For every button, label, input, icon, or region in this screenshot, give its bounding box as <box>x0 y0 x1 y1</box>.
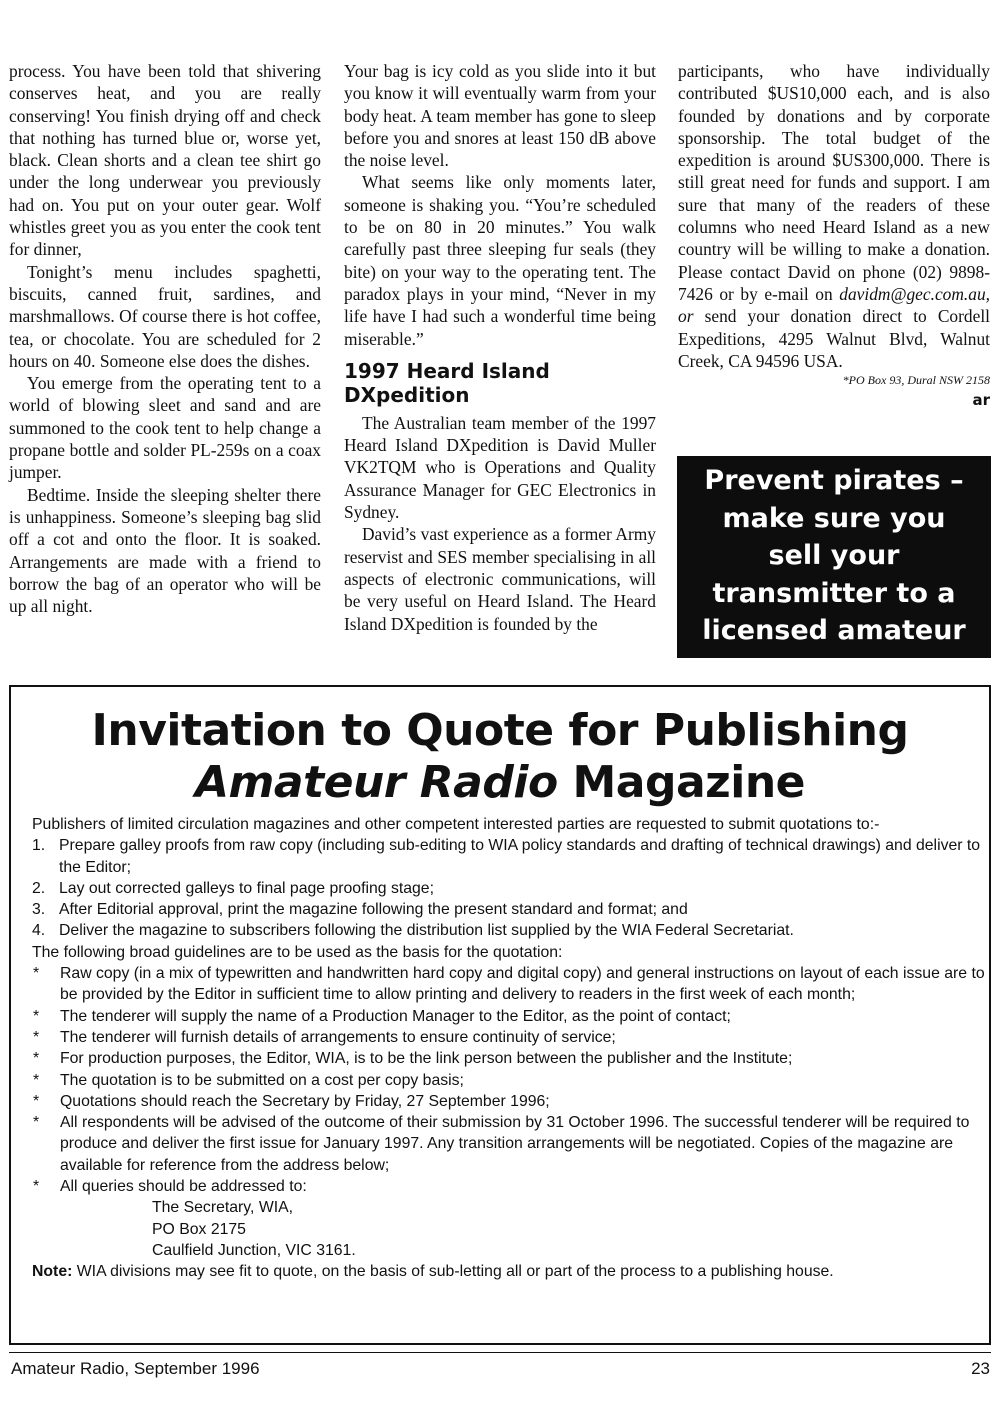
heading-line: 1997 Heard Island <box>344 358 550 383</box>
item-text: Prepare galley proofs from raw copy (including sub-editing to WIA policy standards and drafting of technical drawings) and deliver to the Editor; <box>59 837 981 876</box>
bullet-item <box>32 1048 989 1069</box>
paragraph: Bedtime. Inside the sleeping shelter there is unhappiness. Someone’s sleeping bag slid off a cot and onto the floor. It is soaked. Arrangements are made with a friend to borrow the bag of an operator who will be up all night. <box>9 484 321 617</box>
item-number: 2. <box>32 879 46 897</box>
bullet-text: All queries should be addressed to: <box>60 1178 307 1196</box>
advert-line: licensed amateur <box>702 615 966 646</box>
intro-text: Publishers of limited circulation magazines and other competent interested parties are requested to submit quotations to:- <box>32 816 880 833</box>
numbered-item <box>32 835 989 878</box>
author-address: *PO Box 93, Dural NSW 2158 <box>842 373 990 388</box>
bullet-item <box>32 1176 989 1197</box>
paragraph: process. You have been told that shivering conserves heat, and you are really conserving! You finish drying off and check that nothing has turned blue or, worse yet, black. Clean shorts and a clean tee shirt go under the long underwear you previously had on. You put on your outer gear. Wolf whistles greet you as you enter the cook tent for dinner, <box>9 61 321 260</box>
invitation-box <box>9 685 991 1345</box>
bullet-star: * <box>33 1092 40 1110</box>
invitation-title-line2 <box>11 757 989 809</box>
bullet-text: Raw copy (in a mix of typewritten and handwritten hard copy and digital copy) and general instructions on layout of each issue are to be provided by the Editor in sufficient time to allow printing and delivery to readers in the first week of each month; <box>60 965 985 1004</box>
advert-line: make sure you <box>722 502 946 534</box>
address-line: The Secretary, WIA, <box>152 1199 294 1217</box>
item-text: Lay out corrected galleys to final page proofing stage; <box>59 879 434 897</box>
page-footer <box>11 1358 990 1380</box>
bullet-text: The tenderer will supply the name of a Production Manager to the Editor, as the point of contact; <box>60 1007 731 1025</box>
note-text: WIA divisions may see fit to quote, on the basis of sub-letting all or part of the process to a publishing house. <box>72 1263 834 1281</box>
paragraph <box>678 60 990 372</box>
numbered-item <box>32 878 989 899</box>
end-mark: ar <box>972 391 990 410</box>
bullet-item <box>32 1027 989 1048</box>
address-line: PO Box 2175 <box>152 1220 246 1238</box>
bullet-star: * <box>33 1178 40 1196</box>
bullet-text: For production purposes, the Editor, WIA, is to be the link person between the publisher and the Institute; <box>60 1050 793 1068</box>
invitation-body <box>11 809 989 1283</box>
advert-line: sell your <box>768 540 900 571</box>
bullet-item <box>32 1070 989 1091</box>
email-address: davidm@gec.com.au, or <box>678 283 990 327</box>
paragraph: What seems like only moments later, someone is shaking you. “You’re scheduled to be on 80 in 20 minutes.” You walk carefully past three sleeping fur seals (they bite) on your way to the operating tent. The paradox plays in your mind, “Never in my life have I had such a wonderful time being miserable.” <box>344 172 656 349</box>
magazine-name: Amateur Radio <box>194 757 558 808</box>
heading-line: DXpedition <box>344 382 470 407</box>
footer-rule <box>9 1352 991 1353</box>
paragraph: Tonight’s menu includes spaghetti, biscuits, canned fruit, sardines, and marshmallows. Of course there is hot coffee, tea, or chocolate. You are scheduled for 2 hours on 40. Someone else does the dishes. <box>9 261 321 371</box>
paragraph-text: send your donation direct to Cordell Expeditions, 4295 Walnut Blvd, Walnut Creek, CA 94596 USA. <box>678 306 990 371</box>
bullet-item <box>32 1006 989 1027</box>
note <box>32 1261 989 1282</box>
bullet-item <box>32 1112 989 1176</box>
item-number: 3. <box>32 901 46 919</box>
paragraph: You emerge from the operating tent to a world of blowing sleet and sand and are summoned to the cook tent to help change a propane bottle and solder PL-259s on a coax jumper. <box>9 373 321 483</box>
numbered-item <box>32 899 989 920</box>
invitation-title: Invitation to Quote for Publishing <box>91 705 909 756</box>
address-line: Caulfield Junction, VIC 3161. <box>152 1241 356 1259</box>
bullet-star: * <box>33 1071 40 1089</box>
section-heading <box>344 359 656 407</box>
page-number: 23 <box>971 1359 990 1378</box>
bullet-item <box>32 963 989 1006</box>
paragraph-text: participants, who have individually contributed $US10,000 each, and is also founded by donations and by corporate sponsorship. The total budget of the expedition is around $US300,000. There is still great need for funds and support. I am sure that many of the readers of these columns who need Heard Island as a new country will be willing to make a donation. Please contact David on phone (02) 9898-7426 or by e-mail on <box>678 61 990 304</box>
bullet-star: * <box>33 1050 40 1068</box>
bullet-item <box>32 1091 989 1112</box>
title-suffix: Magazine <box>557 757 806 808</box>
bullet-star: * <box>33 1007 40 1025</box>
article-column-3 <box>678 60 990 409</box>
paragraph: David’s vast experience as a former Army reservist and SES member specialising in all aspects of electronic communications, will be very useful on Heard Island. The Heard Island DXpedition is founded by the <box>344 524 656 634</box>
bullet-star: * <box>33 1028 40 1046</box>
item-number: 4. <box>32 922 46 940</box>
paragraph: The Australian team member of the 1997 Heard Island DXpedition is David Muller VK2TQM who is Operations and Quality Assurance Manager for GEC Electronics in Sydney. <box>344 412 656 523</box>
advert-line: transmitter to a <box>712 577 956 609</box>
numbered-item <box>32 920 989 941</box>
bullet-text: All respondents will be advised of the outcome of their submission by 31 October 1996. The successful tenderer will be required to produce and deliver the first issue for January 1997. Any transition arrangements will be negotiated. Copies of the magazine are available for reference from the address below; <box>60 1114 970 1174</box>
bullet-text: The tenderer will furnish details of arrangements to ensure continuity of service; <box>60 1028 616 1046</box>
bullet-star: * <box>33 1114 40 1132</box>
item-number: 1. <box>32 837 46 855</box>
article-column-2 <box>344 60 656 635</box>
paragraph: Your bag is icy cold as you slide into it but you know it will eventually warm from your body heat. A team member has gone to sleep before you and snores at least 150 dB above the noise level. <box>344 61 656 171</box>
publication-info: Amateur Radio, September 1996 <box>11 1359 260 1378</box>
pirates-advert <box>677 456 991 658</box>
item-text: After Editorial approval, print the magazine following the present standard and format; and <box>59 901 688 919</box>
bullet-text: The quotation is to be submitted on a cost per copy basis; <box>60 1071 464 1089</box>
item-text: Deliver the magazine to subscribers following the distribution list supplied by the WIA Federal Secretariat. <box>59 922 794 940</box>
bullet-text: Quotations should reach the Secretary by Friday, 27 September 1996; <box>60 1092 550 1110</box>
advert-line: Prevent pirates – <box>704 465 964 496</box>
note-label: Note: <box>32 1263 73 1281</box>
bullet-star: * <box>33 965 40 983</box>
guidelines-intro: The following broad guidelines are to be used as the basis for the quotation: <box>32 943 563 961</box>
article-column-1 <box>9 60 321 617</box>
